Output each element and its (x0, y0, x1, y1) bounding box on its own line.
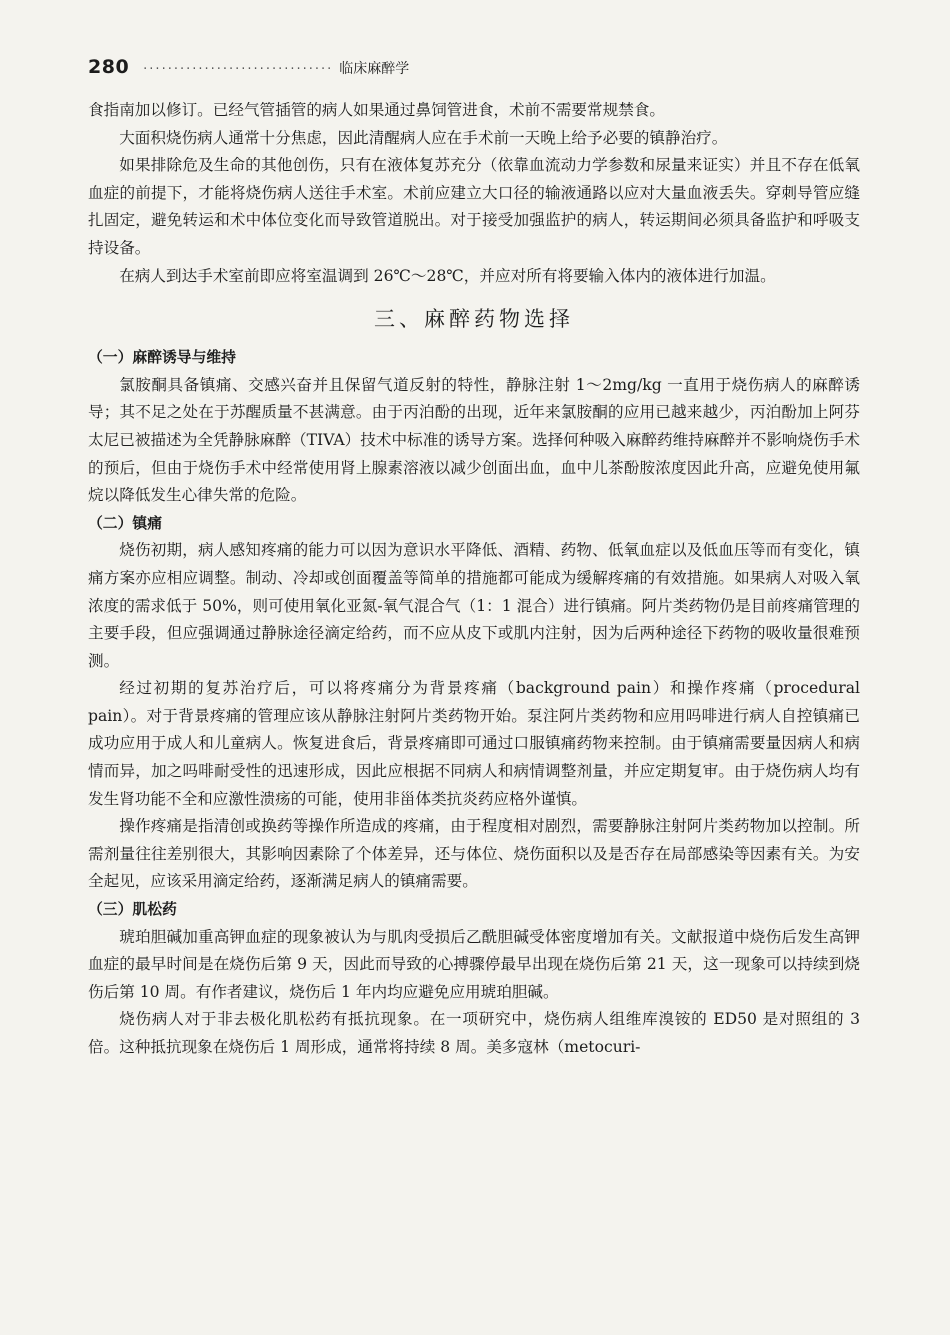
page-number: 280 (88, 56, 130, 78)
header-leader-dots: ······························· (143, 62, 334, 77)
paragraph-continued: 食指南加以修订。已经气管插管的病人如果通过鼻饲管进食，术前不需要常规禁食。 (88, 101, 665, 119)
subsection-heading: （三）肌松药 (88, 901, 177, 919)
paragraph: 经过初期的复苏治疗后，可以将疼痛分为背景疼痛（background pain）和操作疼痛（procedural pain）。对于背景疼痛的管理应该从静脉注射阿片类药物开始。泵注阿片类药物和应用吗啡进行病人自控镇痛已成功应用于成人和儿童病人。恢复进食后，背景疼痛即可通过口服镇痛药物来控制。由于镇痛需要量因病人和病情而异，加之吗啡耐受性的迅速形成，因此应根据不同病人和病情调整剂量，并应定期复审。由于烧伤病人均有发生肾功能不全和应激性溃疡的可能，使用非甾体类抗炎药应格外谨慎。 (88, 679, 860, 808)
paragraph: 在病人到达手术室前即应将室温调到 26℃～28℃，并应对所有将要输入体内的液体进行加温。 (119, 266, 776, 285)
paragraph: 如果排除危及生命的其他创伤，只有在液体复苏充分（依靠血流动力学参数和尿量来证实）并且不存在低氧血症的前提下，才能将烧伤病人送往手术室。术前应建立大口径的输液通路以应对大量血液丢失。穿刺导管应缝扎固定，避免转运和术中体位变化而导致管道脱出。对于接受加强监护的病人，转运期间必须具备监护和呼吸支持设备。 (88, 156, 860, 257)
subsection-heading: （二）镇痛 (88, 514, 162, 532)
page-body (88, 97, 860, 1062)
paragraph: 烧伤初期，病人感知疼痛的能力可以因为意识水平降低、酒精、药物、低氧血症以及低血压等而有变化，镇痛方案亦应相应调整。制动、冷却或创面覆盖等简单的措施都可能成为缓解疼痛的有效措施。如果病人对吸入氧浓度的需求低于 50%，则可使用氧化亚氮-氧气混合气（1：1 混合）进行镇痛。阿片类药物仍是目前疼痛管理的主要手段，但应强调通过静脉途径滴定给药，而不应从皮下或肌内注射，因为后两种途径下药物的吸收量很难预测。 (88, 541, 860, 670)
page-header (88, 56, 409, 78)
subsection-heading: （一）麻醉诱导与维持 (88, 349, 236, 367)
paragraph: 氯胺酮具备镇痛、交感兴奋并且保留气道反射的特性，静脉注射 1～2mg/kg 一直用于烧伤病人的麻醉诱导；其不足之处在于苏醒质量不甚满意。由于丙泊酚的出现，近年来氯胺酮的应用已越来越少，丙泊酚加上阿芬太尼已被描述为全凭静脉麻醉（TIVA）技术中标准的诱导方案。选择何种吸入麻醉药维持麻醉并不影响烧伤手术的预后，但由于烧伤手术中经常使用肾上腺素溶液以减少创面出血，血中儿茶酚胺浓度因此升高，应避免使用氟烷以降低发生心律失常的危险。 (88, 375, 860, 505)
section-title: 三、麻醉药物选择 (374, 307, 574, 332)
paragraph: 操作疼痛是指清创或换药等操作所造成的疼痛，由于程度相对剧烈，需要静脉注射阿片类药物加以控制。所需剂量往往差别很大，其影响因素除了个体差异，还与体位、烧伤面积以及是否存在局部感染等因素有关。为安全起见，应该采用滴定给药，逐渐满足病人的镇痛需要。 (88, 817, 860, 891)
paragraph: 琥珀胆碱加重高钾血症的现象被认为与肌肉受损后乙酰胆碱受体密度增加有关。文献报道中烧伤后发生高钾血症的最早时间是在烧伤后第 9 天，因此而导致的心搏骤停最早出现在烧伤后第 21 天，这一现象可以持续到烧伤后第 10 周。有作者建议，烧伤后 1 年内均应避免应用琥珀胆碱。 (88, 927, 860, 1001)
paragraph: 烧伤病人对于非去极化肌松药有抵抗现象。在一项研究中，烧伤病人组维库溴铵的 ED50 是对照组的 3 倍。这种抵抗现象在烧伤后 1 周形成，通常将持续 8 周。美多寇林（metocuri- (88, 1010, 860, 1056)
running-title: 临床麻醉学 (339, 61, 410, 77)
paragraph: 大面积烧伤病人通常十分焦虑，因此清醒病人应在手术前一天晚上给予必要的镇静治疗。 (119, 128, 728, 147)
